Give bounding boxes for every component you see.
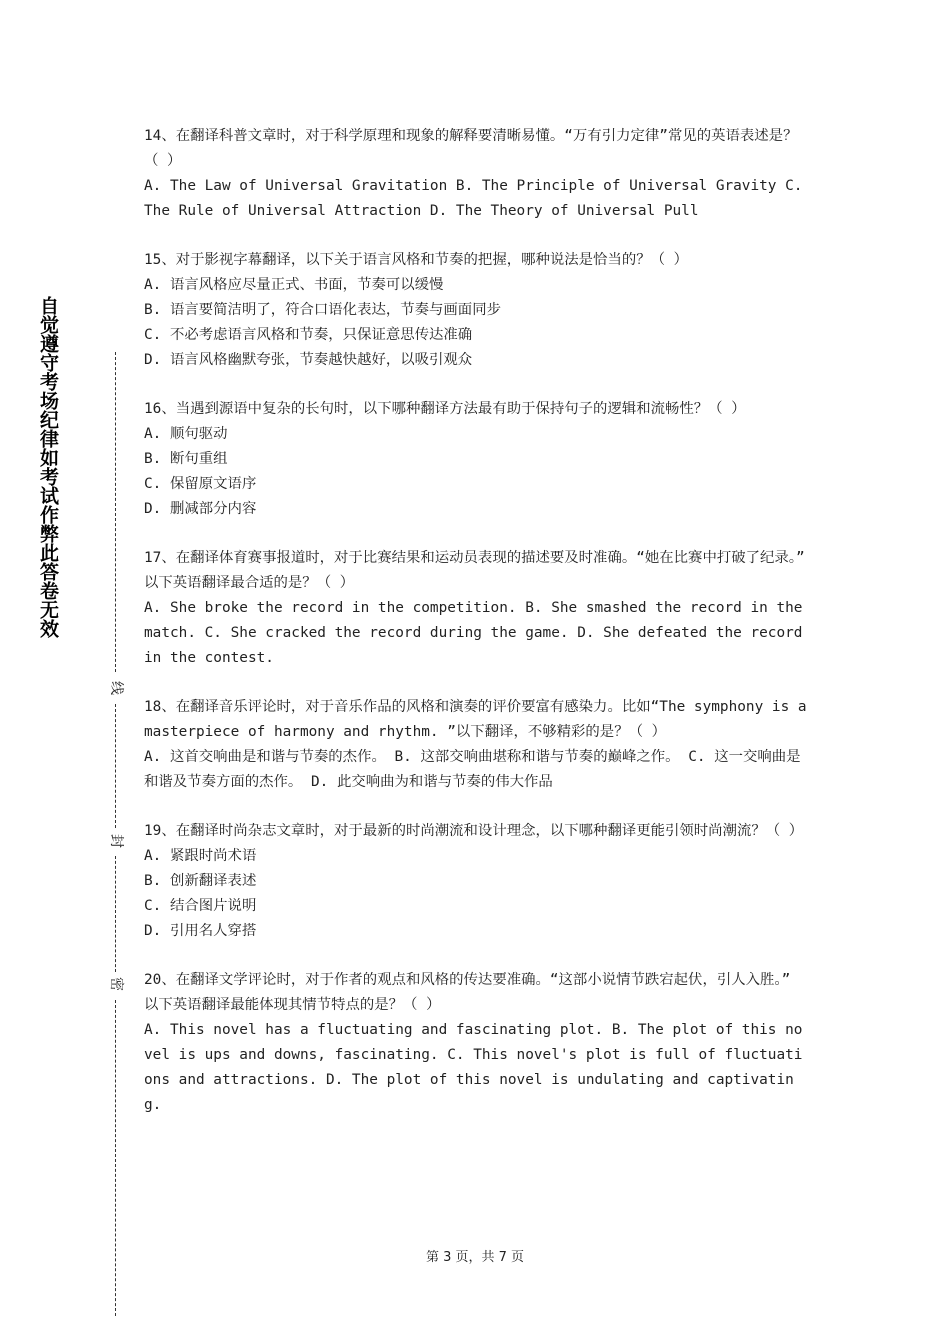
- exam-discipline-warning: 自觉遵守考场纪律如考试作弊此答卷无效: [37, 296, 59, 638]
- question-18: [144, 695, 816, 795]
- question-option: C. 结合图片说明: [144, 898, 257, 914]
- question-option: A. 语言风格应尽量正式、书面，节奏可以缓慢: [144, 277, 444, 293]
- binding-line-segment-2: [115, 704, 116, 828]
- question-20: [144, 968, 810, 1118]
- page-number: 第 3 页，共 7 页: [425, 1250, 525, 1265]
- question-15: [144, 248, 810, 373]
- question-option: A. The Law of Universal Gravitation B. The Principle of Universal Gravity C. The Rule of Universal Attraction D. The Theory of Universal Pull: [144, 178, 812, 219]
- binding-label-secret: 密: [108, 977, 124, 991]
- question-stem: 17、在翻译体育赛事报道时，对于比赛结果和运动员表现的描述要及时准确。“她在比赛中打破了纪录。” 以下英语翻译最合适的是？（ ）: [144, 550, 814, 591]
- question-14: [144, 124, 810, 224]
- binding-label-line: 线: [108, 681, 124, 695]
- question-stem: 19、在翻译时尚杂志文章时，对于最新的时尚潮流和设计理念，以下哪种翻译更能引领时尚潮流？（ ）: [144, 823, 804, 839]
- question-stem: 15、对于影视字幕翻译，以下关于语言风格和节奏的把握，哪种说法是恰当的？（ ）: [144, 252, 689, 268]
- question-option: C. 保留原文语序: [144, 476, 257, 492]
- question-option: A. 这首交响曲是和谐与节奏的杰作。 B. 这部交响曲堪称和谐与节奏的巅峰之作。 C. 这一交响曲是和谐及节奏方面的杰作。 D. 此交响曲为和谐与节奏的伟大作品: [144, 749, 801, 790]
- question-option: B. 断句重组: [144, 451, 228, 467]
- binding-label-seal: 封: [108, 834, 124, 848]
- question-16: [144, 397, 810, 522]
- question-option: C. 不必考虑语言风格和节奏，只保证意思传达准确: [144, 327, 473, 343]
- question-stem: 16、当遇到源语中复杂的长句时，以下哪种翻译方法最有助于保持句子的逻辑和流畅性？（ ）: [144, 401, 746, 417]
- binding-line-segment-1: [115, 352, 116, 672]
- question-list: [144, 124, 816, 1142]
- question-option: A. This novel has a fluctuating and fascinating plot. B. The plot of this novel is ups and downs, fascinating. C. This novel's plot is full of fluctuations and attractions. D. The plot of this novel is undulating and captivating.: [144, 1022, 803, 1113]
- question-option: D. 引用名人穿搭: [144, 923, 257, 939]
- question-option: B. 语言要简洁明了，符合口语化表达，节奏与画面同步: [144, 302, 501, 318]
- question-option: D. 语言风格幽默夸张，节奏越快越好，以吸引观众: [144, 352, 473, 368]
- question-option: A. She broke the record in the competition. B. She smashed the record in the match. C. She cracked the record during the game. D. She defeated the record in the contest.: [144, 600, 812, 666]
- question-17: [144, 546, 814, 671]
- binding-line-segment-3: [115, 856, 116, 972]
- binding-line-segment-4: [115, 1000, 116, 1316]
- question-option: A. 紧跟时尚术语: [144, 848, 257, 864]
- question-stem: 20、在翻译文学评论时，对于作者的观点和风格的传达要准确。“这部小说情节跌宕起伏，引人入胜。” 以下英语翻译最能体现其情节特点的是？（ ）: [144, 972, 799, 1013]
- question-stem: 18、在翻译音乐评论时，对于音乐作品的风格和演奏的评价要富有感染力。比如“The symphony is a masterpiece of harmony and rhythm. ”以下翻译，不够精彩的是？（ ）: [144, 699, 816, 740]
- question-option: A. 顺句驱动: [144, 426, 228, 442]
- question-option: B. 创新翻译表述: [144, 873, 257, 889]
- question-stem: 14、在翻译科普文章时，对于科学原理和现象的解释要清晰易懂。“万有引力定律”常见的英语表述是？（ ）: [144, 128, 798, 169]
- question-19: [144, 819, 810, 944]
- question-option: D. 删减部分内容: [144, 501, 257, 517]
